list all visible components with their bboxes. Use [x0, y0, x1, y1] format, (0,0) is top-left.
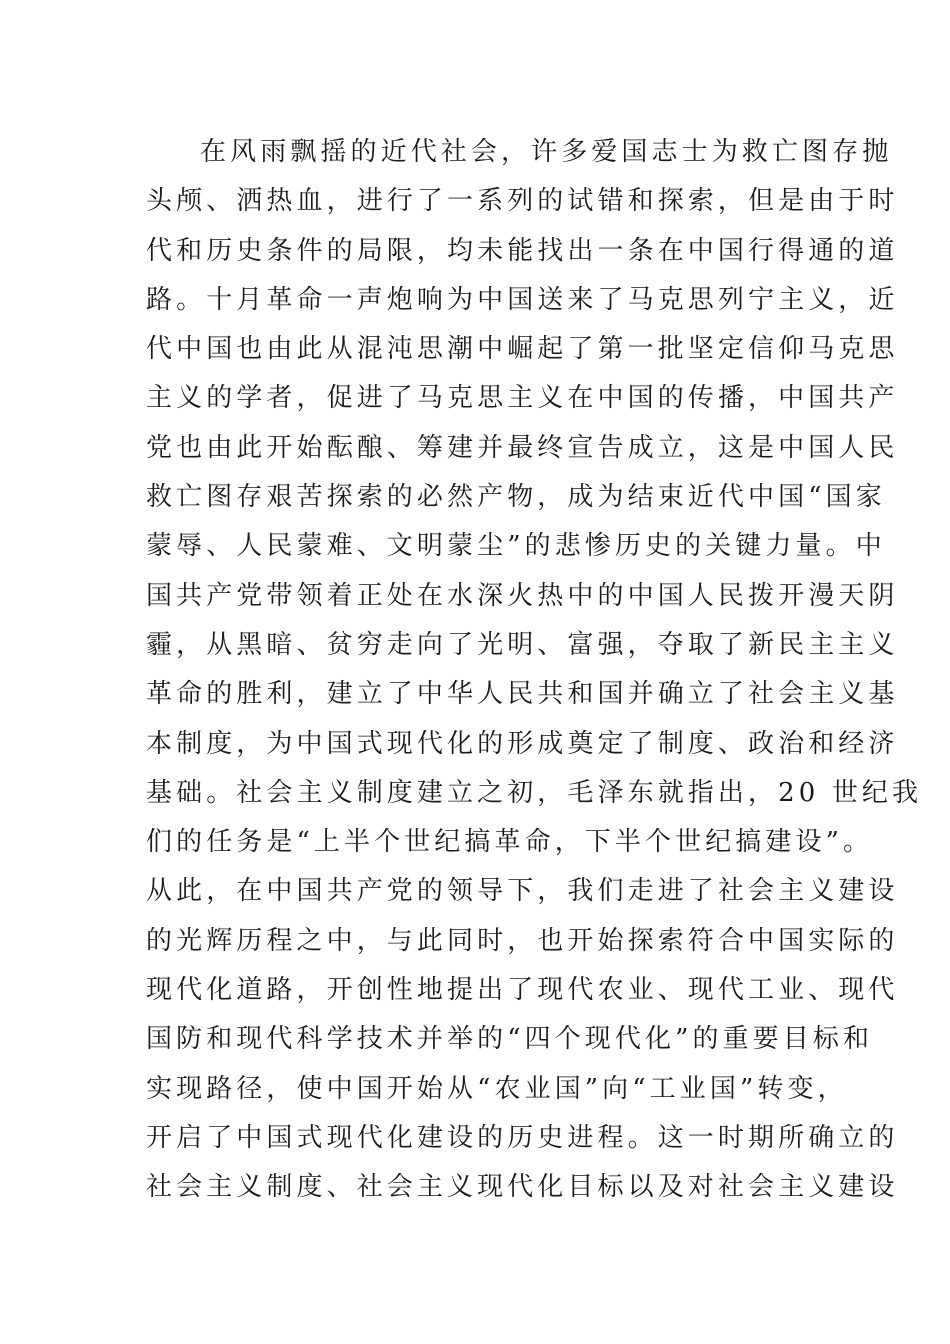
paragraph-line: 的光辉历程之中，与此同时，也开始探索符合中国实际的: [146, 925, 899, 956]
paragraph-line: 代中国也由此从混沌思潮中崛起了第一批坚定信仰马克思: [146, 334, 899, 365]
paragraph-line: 基础。社会主义制度建立之初，毛泽东就指出，20 世纪我: [146, 777, 923, 808]
paragraph-line: 救亡图存艰苦探索的必然产物，成为结束近代中国“国家: [146, 482, 886, 513]
body-paragraph: [146, 128, 923, 1213]
paragraph-line: 革命的胜利，建立了中华人民共和国并确立了社会主义基: [146, 679, 899, 710]
paragraph-line: 蒙辱、人民蒙难、文明蒙尘”的悲惨历史的关键力量。中: [146, 531, 886, 562]
paragraph-line: 实现路径，使中国开始从“农业国”向“工业国”转变，: [146, 1073, 848, 1104]
paragraph-line: 现代化道路，开创性地提出了现代农业、现代工业、现代: [146, 975, 899, 1006]
paragraph-line: 代和历史条件的局限，均未能找出一条在中国行得通的道: [146, 235, 899, 266]
paragraph-line: 国共产党带领着正处在水深火热中的中国人民拨开漫天阴: [146, 580, 899, 611]
paragraph-line: 霾，从黑暗、贫穷走向了光明、富强，夺取了新民主主义: [146, 629, 899, 660]
paragraph-line: 本制度，为中国式现代化的形成奠定了制度、政治和经济: [146, 728, 899, 759]
paragraph-line: 社会主义制度、社会主义现代化目标以及对社会主义建设: [146, 1172, 899, 1203]
paragraph-line: 路。十月革命一声炮响为中国送来了马克思列宁主义，近: [146, 284, 899, 315]
paragraph-line: 开启了中国式现代化建设的历史进程。这一时期所确立的: [146, 1122, 899, 1153]
paragraph-line: 党也由此开始酝酿、筹建并最终宣告成立，这是中国人民: [146, 432, 899, 463]
paragraph-line: 国防和现代科学技术并举的“四个现代化”的重要目标和: [146, 1024, 874, 1055]
paragraph-line: 从此，在中国共产党的领导下，我们走进了社会主义建设: [146, 876, 899, 907]
paragraph-line: 头颅、洒热血，进行了一系列的试错和探索，但是由于时: [146, 186, 899, 217]
paragraph-line: 在风雨飘摇的近代社会，许多爱国志士为救亡图存抛: [200, 137, 893, 167]
paragraph-line: 主义的学者，促进了马克思主义在中国的传播，中国共产: [146, 383, 899, 414]
paragraph-line: 们的任务是“上半个世纪搞革命，下半个世纪搞建设”。: [146, 827, 874, 858]
